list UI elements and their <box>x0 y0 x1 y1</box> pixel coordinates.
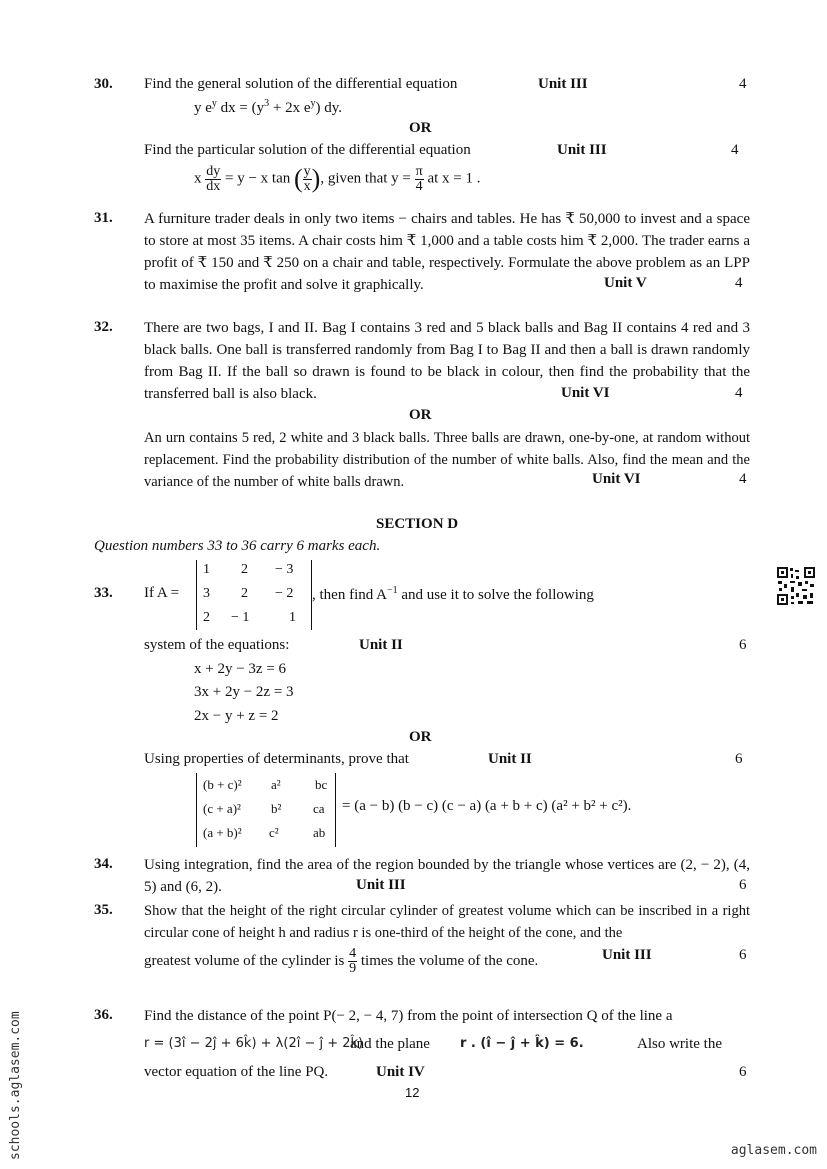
q30-alt-text: Find the particular solution of the differential equation <box>144 142 471 158</box>
question-number: 30. <box>94 76 113 92</box>
q30-text: Find the general solution of the differential equation <box>144 76 458 92</box>
unit-label: Unit V <box>604 275 647 291</box>
marks: 6 <box>739 1064 747 1080</box>
q33-then: , then find $A^{-1}$ and use it to solve the following <box>312 585 594 603</box>
q36-also: Also write the <box>637 1036 722 1052</box>
equation: x + 2y − 3z = 6 <box>194 661 287 677</box>
matrix-cell: 3 <box>203 586 210 601</box>
q34-text: Using integration, find the area of the region bounded by the triangle whose vertices are (2, − 2), (4, 5) and (6, 2). <box>144 857 750 895</box>
qr-code-icon <box>776 566 816 606</box>
unit-label: Unit II <box>488 751 532 767</box>
unit-label: Unit VI <box>592 471 641 487</box>
matrix-cell: − 2 <box>275 586 294 601</box>
marks: 4 <box>739 471 747 487</box>
det-cell: ca <box>313 801 325 816</box>
det-cell: (a + b)² <box>203 825 242 840</box>
matrix-cell: 2 <box>241 562 248 577</box>
question-number: 34. <box>94 856 113 872</box>
matrix-a <box>196 560 312 630</box>
bottom-watermark: aglasem.com <box>730 1143 817 1158</box>
marks: 4 <box>735 385 743 401</box>
q30-alt-equation: x $\frac{dy}{dx}$ = y − x tan ( $\frac{y}{x}$ ), given that y = $\frac{\pi}{4}$ at x = 1 . <box>194 163 481 194</box>
or-label: OR <box>409 120 432 136</box>
or-label: OR <box>409 407 432 423</box>
det-cell: bc <box>315 777 328 792</box>
q35-last-line: greatest volume of the cylinder is $\frac{4}{9}$ times the volume of the cone. <box>144 946 539 976</box>
equation: 2x − y + z = 2 <box>194 708 279 724</box>
q32-alt-text: An urn contains 5 red, 2 white and 3 black balls. Three balls are drawn, one-by-one, at random without replacement. Find the probability distribution of the number of white balls. Also, find the mean and the variance of the number of white balls drawn. <box>144 430 750 490</box>
unit-label: Unit III <box>538 76 588 92</box>
equation: 3x + 2y − 2z = 3 <box>194 684 294 700</box>
q36-last-line: vector equation of the line PQ. <box>144 1064 329 1080</box>
question-number: 36. <box>94 1007 113 1023</box>
marks: 6 <box>739 637 747 653</box>
marks: 4 <box>731 142 739 158</box>
section-title: SECTION D <box>376 516 459 532</box>
q30-equation: y $e^y$ dx = ($y^3 + 2x$ $e^y$) dy. <box>194 98 343 116</box>
q35-text: Show that the height of the right circular cylinder of greatest volume which can be inscribed in a right circular cone of height h and radius r is one-third of the height of the cone, and the <box>144 903 750 941</box>
question-number: 31. <box>94 210 113 226</box>
unit-label: Unit III <box>356 877 406 893</box>
q31-text: A furniture trader deals in only two items − chairs and tables. He has ₹ 50,000 to invest and a space to store at most 35 items. A chair costs him ₹ 1,000 and a table costs him ₹ 2,000. The trader earns a profit of ₹ 150 and ₹ 250 on a chair and table, respectively. Formulate the above problem as an LPP to maximise the profit and solve it graphically. <box>144 211 750 293</box>
q36-text: Find the distance of the point P(− 2, − 4, 7) from the point of intersection Q of the line a <box>144 1008 673 1024</box>
marks: 4 <box>739 76 747 92</box>
det-cell: ab <box>313 825 326 840</box>
matrix-cell: 1 <box>289 610 296 625</box>
det-cell: (c + a)² <box>203 801 241 816</box>
q33-prove: Using properties of determinants, prove that <box>144 751 409 767</box>
question-number: 35. <box>94 902 113 918</box>
marks: 6 <box>735 751 743 767</box>
unit-label: Unit III <box>557 142 607 158</box>
question-number: 32. <box>94 319 113 335</box>
det-result: = (a − b) (b − c) (c − a) (a + b + c) (a² + b² + c²). <box>342 798 632 814</box>
unit-label: Unit VI <box>561 385 610 401</box>
vector-plane-equation: r . (î − ĵ + k̂) = 6. <box>460 1036 584 1051</box>
det-cell: c² <box>269 825 279 840</box>
matrix-cell: − 1 <box>231 610 250 625</box>
vector-line-equation: r = (3î − 2ĵ + 6k̂) + λ(2î − ĵ + 2k̂) <box>144 1036 364 1051</box>
matrix-cell: − 3 <box>275 562 294 577</box>
unit-label: Unit IV <box>376 1064 425 1080</box>
unit-label: Unit III <box>602 947 652 963</box>
determinant <box>196 773 336 847</box>
question-number: 33. <box>94 585 113 601</box>
unit-label: Unit II <box>359 637 403 653</box>
matrix-cell: 1 <box>203 562 210 577</box>
matrix-cell: 2 <box>241 586 248 601</box>
side-watermark: schools.aglasem.com <box>8 1011 23 1160</box>
marks: 6 <box>739 877 747 893</box>
det-cell: a² <box>271 777 281 792</box>
det-cell: (b + c)² <box>203 777 242 792</box>
q33-if: If A = <box>144 585 180 601</box>
q32-text: There are two bags, I and II. Bag I contains 3 red and 5 black balls and Bag II contains 4 red and 3 black balls. One ball is transferred randomly from Bag I to Bag II and then a ball is drawn randomly from Bag II. If the ball so drawn is found to be black in colour, then find the probability that the transferred ball is also black. <box>144 320 750 402</box>
section-instruction: Question numbers 33 to 36 carry 6 marks each. <box>94 538 381 554</box>
page-number: 12 <box>405 1085 420 1100</box>
q36-and-plane: and the plane <box>350 1036 430 1052</box>
marks: 6 <box>739 947 747 963</box>
or-label: OR <box>409 729 432 745</box>
marks: 4 <box>735 275 743 291</box>
q33-system: system of the equations: <box>144 637 290 653</box>
matrix-cell: 2 <box>203 610 210 625</box>
det-cell: b² <box>271 801 282 816</box>
